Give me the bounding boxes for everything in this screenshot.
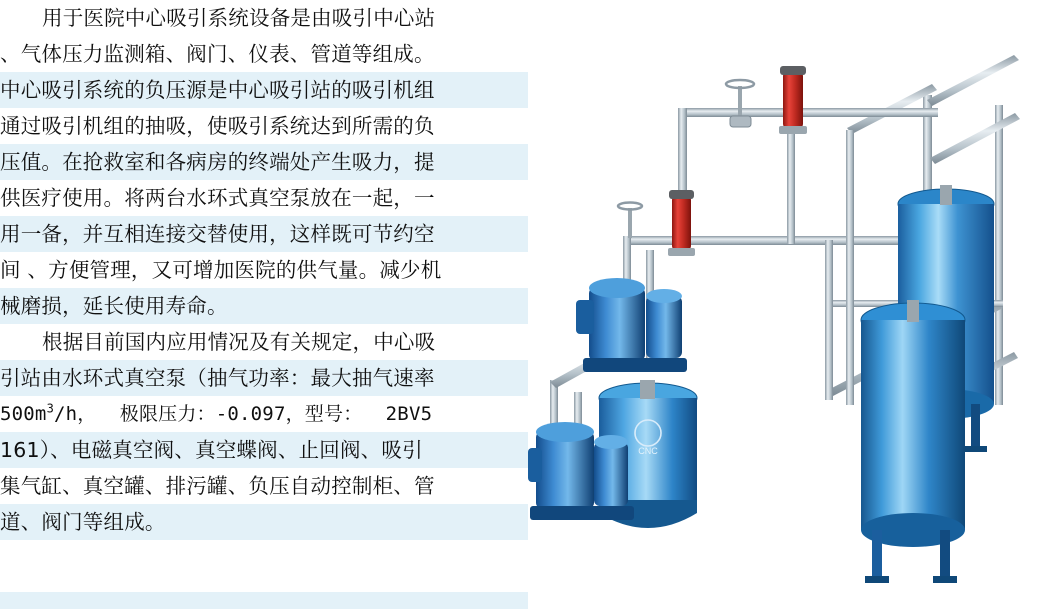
valve-stem-upper bbox=[738, 86, 742, 120]
decorative-band bbox=[0, 592, 528, 609]
text-line bbox=[0, 0, 528, 36]
pump-rear-top bbox=[589, 278, 645, 298]
tank-rear-nozzle bbox=[940, 185, 952, 205]
text-line-content: 用于医院中心吸引系统设备是由吸引中心站 bbox=[42, 6, 436, 30]
pump-front-body bbox=[536, 432, 594, 508]
pump-brand-label: CNC bbox=[638, 446, 658, 456]
pipe-horizontal-top bbox=[678, 108, 938, 117]
text-line-suffix: /h， 极限压力：-0.097，型号： 2BV5 bbox=[54, 403, 433, 425]
text-line bbox=[0, 180, 528, 216]
text-line bbox=[0, 252, 528, 288]
water-ring-vacuum-pump-front bbox=[528, 422, 634, 520]
valve-body-red-lower bbox=[672, 196, 691, 250]
pipe-horizontal-middle bbox=[623, 236, 943, 245]
tank-rear-foot-right bbox=[965, 446, 987, 452]
text-line-content: 、气体压力监测箱、阀门、仪表、管道等组成。 bbox=[0, 42, 435, 66]
pump-rear-motor-top bbox=[646, 289, 682, 303]
text-line-prefix: 500m bbox=[0, 403, 47, 425]
red-valve-upper bbox=[726, 66, 807, 134]
text-line bbox=[0, 216, 528, 252]
valve-cap-lower bbox=[669, 190, 694, 199]
text-line bbox=[0, 144, 528, 180]
text-line bbox=[0, 360, 528, 396]
valve-stem-lower bbox=[628, 208, 632, 238]
text-line-content: 道、阀门等组成。 bbox=[0, 510, 166, 534]
text-line-content: 中心吸引系统的负压源是中心吸引站的吸引机组 bbox=[0, 78, 435, 102]
text-line-with-superscript bbox=[0, 396, 528, 432]
equipment-illustration bbox=[528, 0, 1043, 609]
text-line-content: 集气缸、真空罐、排污罐、负压自动控制柜、管 bbox=[0, 474, 435, 498]
pipe-drop-right-2 bbox=[825, 240, 833, 400]
text-line-content: 161）、电磁真空阀、真空蝶阀、止回阀、吸引 bbox=[0, 438, 423, 462]
pump-rear-body bbox=[589, 288, 645, 360]
text-line-content: 间 、方便管理，又可增加医院的供气量。减少机 bbox=[0, 258, 442, 282]
hand-wheel-upper bbox=[726, 80, 754, 88]
pipe-drop-right bbox=[846, 130, 854, 405]
text-line bbox=[0, 108, 528, 144]
text-line-content: 引站由水环式真空泵（抽气功率：最大抽气速率 bbox=[0, 366, 435, 390]
pump-front-motor-top bbox=[594, 435, 628, 449]
pump-front-inlet bbox=[528, 448, 542, 482]
text-line-content: 根据目前国内应用情况及有关规定，中心吸 bbox=[42, 330, 436, 354]
tank-front-nozzle bbox=[907, 300, 919, 322]
text-line bbox=[0, 36, 528, 72]
pipe-diagonal-mid bbox=[930, 113, 1020, 164]
vacuum-tank-front bbox=[861, 300, 965, 583]
text-line-empty bbox=[0, 540, 528, 576]
tank-front-foot-right bbox=[933, 576, 957, 583]
tank-front-foot-left bbox=[865, 576, 889, 583]
text-line-content: 供医疗使用。将两台水环式真空泵放在一起，一 bbox=[0, 186, 435, 210]
pipe-diagonal-upper-right bbox=[927, 55, 1019, 106]
pump-rear-motor bbox=[646, 296, 682, 358]
text-line-content: 用一备，并互相连接交替使用，这样既可节约空 bbox=[0, 222, 435, 246]
valve-cap-upper bbox=[780, 66, 806, 75]
text-line bbox=[0, 432, 528, 468]
pump-rear-base bbox=[583, 358, 687, 372]
text-line-content: 压值。在抢救室和各病房的终端处产生吸力，提 bbox=[0, 150, 435, 174]
pump-front-top bbox=[536, 422, 594, 442]
text-line bbox=[0, 468, 528, 504]
valve-flange-lower bbox=[668, 248, 695, 256]
text-line bbox=[0, 504, 528, 540]
text-line bbox=[0, 288, 528, 324]
valve-flange-upper bbox=[779, 126, 807, 134]
pump-rear-inlet bbox=[576, 300, 594, 334]
tank-front-leg-right bbox=[940, 530, 950, 578]
tank-front-body bbox=[861, 320, 965, 530]
hand-wheel-lower bbox=[618, 203, 642, 210]
superscript-exponent: 3 bbox=[46, 401, 54, 416]
text-line-content: 通过吸引机组的抽吸，使吸引系统达到所需的负 bbox=[0, 114, 435, 138]
tank-front-leg-left bbox=[872, 530, 882, 578]
tank-rear-leg-right bbox=[971, 404, 980, 448]
pump-front-base bbox=[530, 506, 634, 520]
water-ring-vacuum-pump-rear bbox=[576, 278, 687, 372]
text-line bbox=[0, 72, 528, 108]
pump-front-motor bbox=[594, 442, 628, 506]
valve-body-red-upper bbox=[783, 72, 803, 128]
drum-nozzle bbox=[640, 380, 655, 399]
valve-body-manual-upper bbox=[730, 116, 751, 127]
text-line-content: 械磨损，延长使用寿命。 bbox=[0, 294, 228, 318]
text-line bbox=[0, 324, 528, 360]
